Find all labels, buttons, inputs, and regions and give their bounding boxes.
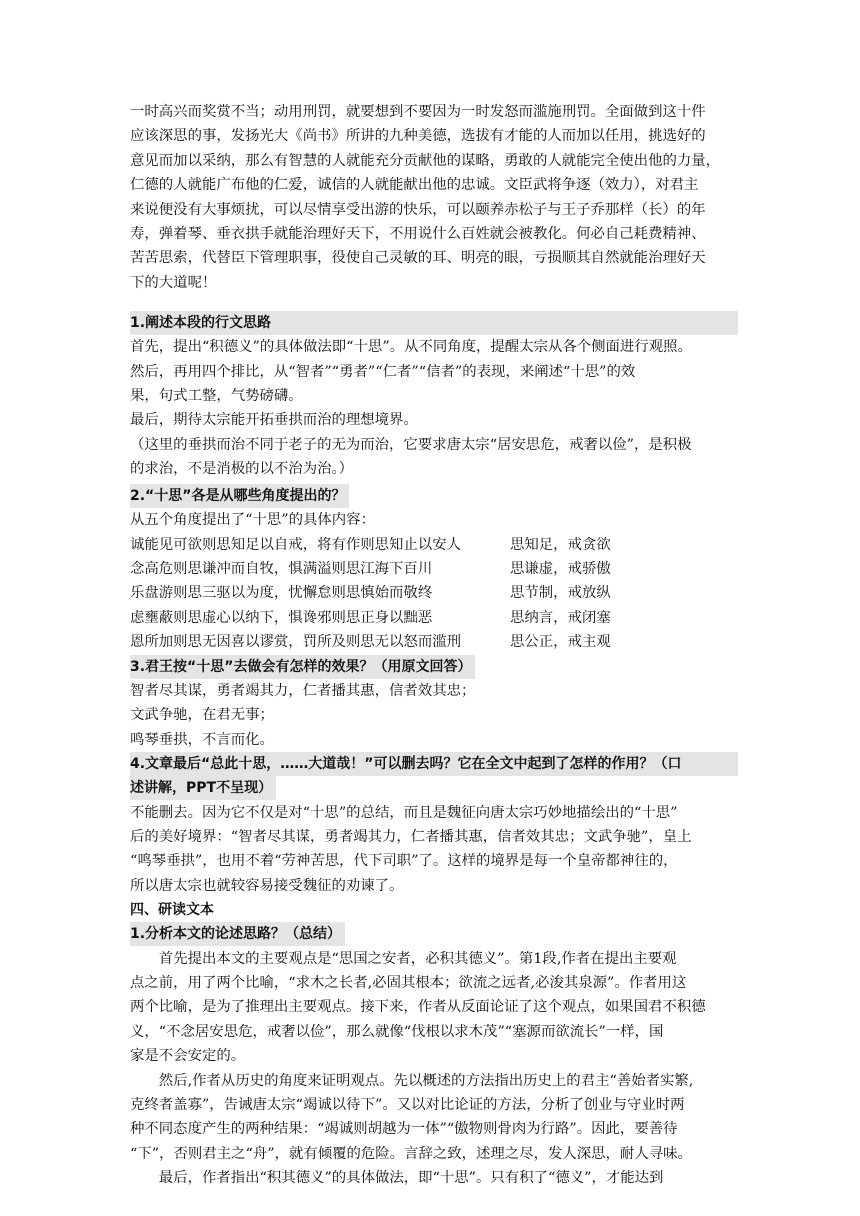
paragraph-line: 两个比喻，是为了推理出主要观点。接下来，作者从反面论证了这个观点，如果国君不积德	[130, 999, 706, 1016]
ten-thoughts-summary: 思谦虚，戒骄傲	[510, 560, 611, 577]
section-2-heading: 2.“十思”各是从哪些角度提出的？	[130, 484, 349, 508]
section-2	[130, 484, 738, 655]
section-2-lead: 从五个角度提出了“十思”的具体内容：	[130, 512, 375, 529]
section-4	[130, 752, 738, 898]
intro-line: 应该深思的事，发扬光大《尚书》所讲的九种美德，选拔有才能的人而加以任用，挑选好的	[130, 128, 706, 145]
paragraph-line: 首先提出本文的主要观点是“思国之安者，必积其德义”。第1段,作者在提出主要观	[158, 950, 677, 967]
section-1-line: 首先，提出“积德义”的具体做法即“十思”。从不同角度，提醒太宗从各个侧面进行观照。	[130, 339, 692, 356]
section-1-line: 然后，再用四个排比，从“智者”“勇者”“仁者”“信者”的表现，来阐述“十思”的效	[130, 363, 636, 380]
paragraph-line: “下”，否则君主之“舟”，就有倾覆的危险。言辞之致，述理之尽，发人深思，耐人寻味。	[130, 1145, 692, 1162]
intro-line: 来说便没有大事烦扰，可以尽情享受出游的快乐，可以颐养赤松子与王子乔那样（长）的年	[130, 201, 706, 218]
section-3	[130, 655, 738, 753]
paragraph-line: 然后,作者从历史的角度来证明观点。先以概述的方法指出历史上的君主“善始者实繁,	[158, 1072, 694, 1089]
intro-line: 寿，弹着琴、垂衣拱手就能治理好天下，不用说什么百姓就会被教化。何必自己耗费精神、	[130, 226, 706, 243]
part-4	[130, 898, 738, 922]
ten-thoughts-text: 乐盘游则思三驱以为度，忧懈怠则思慎始而敬终	[130, 585, 433, 602]
section-1-line: 的求治，不是消极的以不治为治。）	[130, 461, 354, 478]
section-1-heading: 1.阐述本段的行文思路	[130, 311, 738, 335]
section-1-line: 最后，期待太宗能开拓垂拱而治的理想境界。	[130, 412, 418, 429]
ten-thoughts-row	[130, 606, 738, 630]
ten-thoughts-text: 诚能见可欲则思知足以自戒，将有作则思知止以安人	[130, 536, 461, 553]
section-1-line: （这里的垂拱而治不同于老子的无为而治，它要求唐太宗“居安思危，戒奢以俭”，是积极	[130, 436, 692, 453]
section-3-line: 智者尽其谋，勇者竭其力，仁者播其惠，信者效其忠；	[130, 682, 476, 699]
ten-thoughts-text: 恩所加则思无因喜以谬赏，罚所及则思无以怒而滥刑	[130, 634, 461, 651]
section-1	[130, 311, 738, 481]
intro-line: 意见而加以采纳，那么有智慧的人就能充分贡献他的谋略，勇敢的人就能完全使出他的力量，	[130, 152, 721, 169]
ten-thoughts-row	[130, 533, 738, 557]
section-4-line: 所以唐太宗也就较容易接受魏征的劝谏了。	[130, 877, 404, 894]
intro-paragraph	[130, 100, 738, 295]
section-4-line: “鸣琴垂拱”，也用不着“劳神苦思，代下司职”了。这样的境界是每一个皇帝都神往的，	[130, 853, 678, 870]
intro-line: 下的大道呢！	[130, 274, 217, 291]
ten-thoughts-row	[130, 630, 738, 654]
ten-thoughts-summary: 思公正，戒主观	[510, 634, 611, 651]
paragraph-line: 点之前，用了两个比喻，“求木之长者,必固其根本；欲流之远者,必浚其泉源”。作者用这	[130, 975, 687, 991]
paragraph-line: 克终者盖寡”，告诫唐太宗“竭诚以待下”。又以对比论证的方法，分析了创业与守业时两	[130, 1097, 685, 1114]
section-4-line: 后的美好境界：“智者尽其谋，勇者竭其力，仁者播其惠，信者效其忠；文武争驰”，皇上	[130, 828, 692, 845]
paragraph-line: 种不同态度产生的两种结果：“竭诚则胡越为一体”“傲物则骨肉为行路”。因此，要善待	[130, 1121, 678, 1138]
ten-thoughts-row	[130, 581, 738, 605]
section-1-line: 果，句式工整，气势磅礴。	[130, 388, 303, 405]
section-a-paragraph-1	[130, 947, 738, 1069]
ten-thoughts-text: 念高危则思谦冲而自牧，惧满溢则思江海下百川	[130, 560, 433, 577]
ten-thoughts-row	[130, 557, 738, 581]
section-4-heading-cont: 述讲解，PPT不呈现）	[130, 776, 276, 800]
intro-line: 苦苦思索，代替臣下管理职事，役使自己灵敏的耳、明亮的眼，亏损顺其自然就能治理好天	[130, 250, 706, 267]
paragraph-line: 家是不会安定的。	[130, 1048, 246, 1065]
ten-thoughts-text: 虑壅蔽则思虚心以纳下，惧谗邪则思正身以黜恶	[130, 609, 433, 626]
section-4-heading: 4.文章最后“总此十思，……大道哉！”可以删去吗？它在全文中起到了怎样的作用？（口	[130, 752, 738, 776]
section-3-line: 鸣琴垂拱，不言而化。	[130, 731, 274, 748]
intro-line: 仁德的人就能广布他的仁爱，诚信的人就能献出他的忠诚。文臣武将争逐（效力），对君主	[130, 177, 699, 194]
paragraph-line: 最后，作者指出“积其德义”的具体做法，即“十思”。只有积了“德义”，才能达到	[158, 1170, 664, 1187]
section-a-paragraph-2	[130, 1069, 738, 1167]
section-4-line: 不能删去。因为它不仅是对“十思”的总结，而且是魏征向唐太宗巧妙地描绘出的“十思”	[130, 804, 678, 821]
intro-line: 一时高兴而奖赏不当；动用刑罚，就要想到不要因为一时发怒而滥施刑罚。全面做到这十件	[130, 104, 706, 120]
paragraph-line: 义，“不念居安思危，戒奢以俭”，那么就像“伐根以求木茂”“塞源而欲流长”一样，国	[130, 1023, 664, 1040]
section-3-heading: 3.君王按“十思”去做会有怎样的效果？（用原文回答）	[130, 655, 475, 679]
ten-thoughts-summary: 思知足，戒贪欲	[510, 536, 611, 553]
section-a-paragraph-3	[130, 1166, 738, 1190]
ten-thoughts-summary: 思纳言，戒闭塞	[510, 609, 611, 626]
section-3-line: 文武争驰，在君无事；	[130, 707, 274, 724]
section-a-heading: 1.分析本文的论述思路？（总结）	[130, 922, 345, 946]
section-a	[130, 922, 738, 1190]
ten-thoughts-summary: 思节制，戒放纵	[510, 585, 611, 602]
part-4-heading: 四、研读文本	[130, 902, 214, 919]
